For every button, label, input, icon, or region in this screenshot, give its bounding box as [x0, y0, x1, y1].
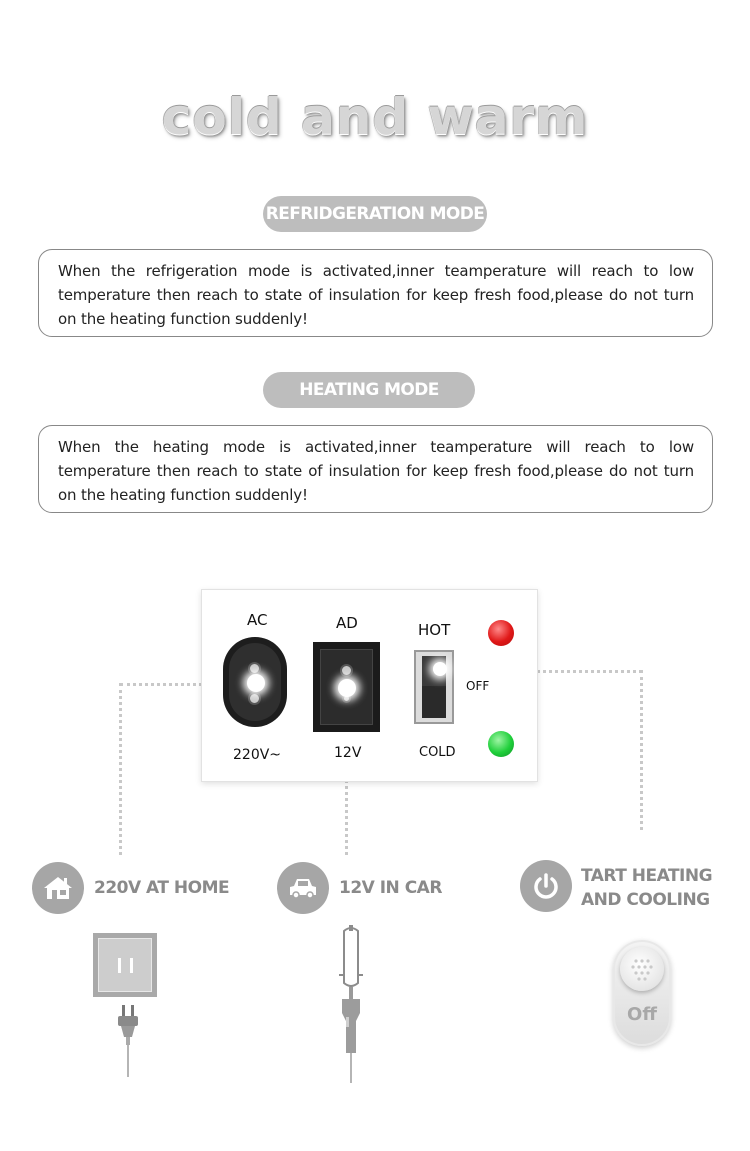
cold-indicator-led — [488, 731, 514, 757]
refrigeration-description: When the refrigeration mode is activated,inner teamperature will reach to low temperature then reach to state of insulation for keep fresh food,please do not turn on the heating function suddenly! — [38, 249, 713, 337]
ad-voltage: 12V — [334, 745, 362, 761]
hot-indicator-led — [488, 620, 514, 646]
wall-outlet-icon — [93, 933, 157, 997]
off-label: OFF — [466, 679, 490, 693]
off-toggle-switch[interactable] — [613, 940, 671, 1046]
home-feature-label: 220V AT HOME — [94, 878, 230, 898]
power-feature-label-line2: AND COOLING — [581, 890, 710, 910]
car-feature-label: 12V IN CAR — [339, 878, 442, 898]
refrigeration-mode-badge: REFRIDGERATION MODE — [263, 196, 487, 232]
toggle-state-label: Off — [627, 1004, 657, 1025]
toggle-knob — [620, 947, 664, 991]
power-icon — [520, 860, 572, 912]
house-icon — [32, 862, 84, 914]
heating-mode-badge: HEATING MODE — [263, 372, 475, 408]
ac-socket-pin-bottom — [248, 692, 261, 705]
ac-plug-icon — [112, 1005, 144, 1079]
ac-label: AC — [247, 611, 268, 629]
control-panel — [201, 589, 538, 782]
switch-glow — [433, 662, 447, 676]
power-feature-label-line1: TART HEATING — [581, 866, 713, 886]
connector-ac-vertical — [119, 683, 122, 855]
hot-label: HOT — [418, 621, 451, 639]
heating-description: When the heating mode is activated,inner teamperature will reach to low temperature then reach to state of insulation for keep fresh food,please do not turn on the heating function suddenly! — [38, 425, 713, 513]
cold-label: COLD — [419, 745, 456, 760]
ac-voltage: 220V~ — [233, 747, 282, 763]
connector-switch-vertical — [640, 670, 643, 830]
hero-title: cold and warm — [161, 88, 589, 146]
hot-cold-switch[interactable] — [414, 650, 454, 724]
ac-socket-glow — [247, 674, 265, 692]
car-icon — [277, 862, 329, 914]
ad-socket-glow — [338, 679, 356, 697]
ad-socket-pin-top — [340, 664, 353, 677]
ad-label: AD — [336, 614, 358, 632]
car-charger-plug-icon — [330, 925, 372, 1085]
